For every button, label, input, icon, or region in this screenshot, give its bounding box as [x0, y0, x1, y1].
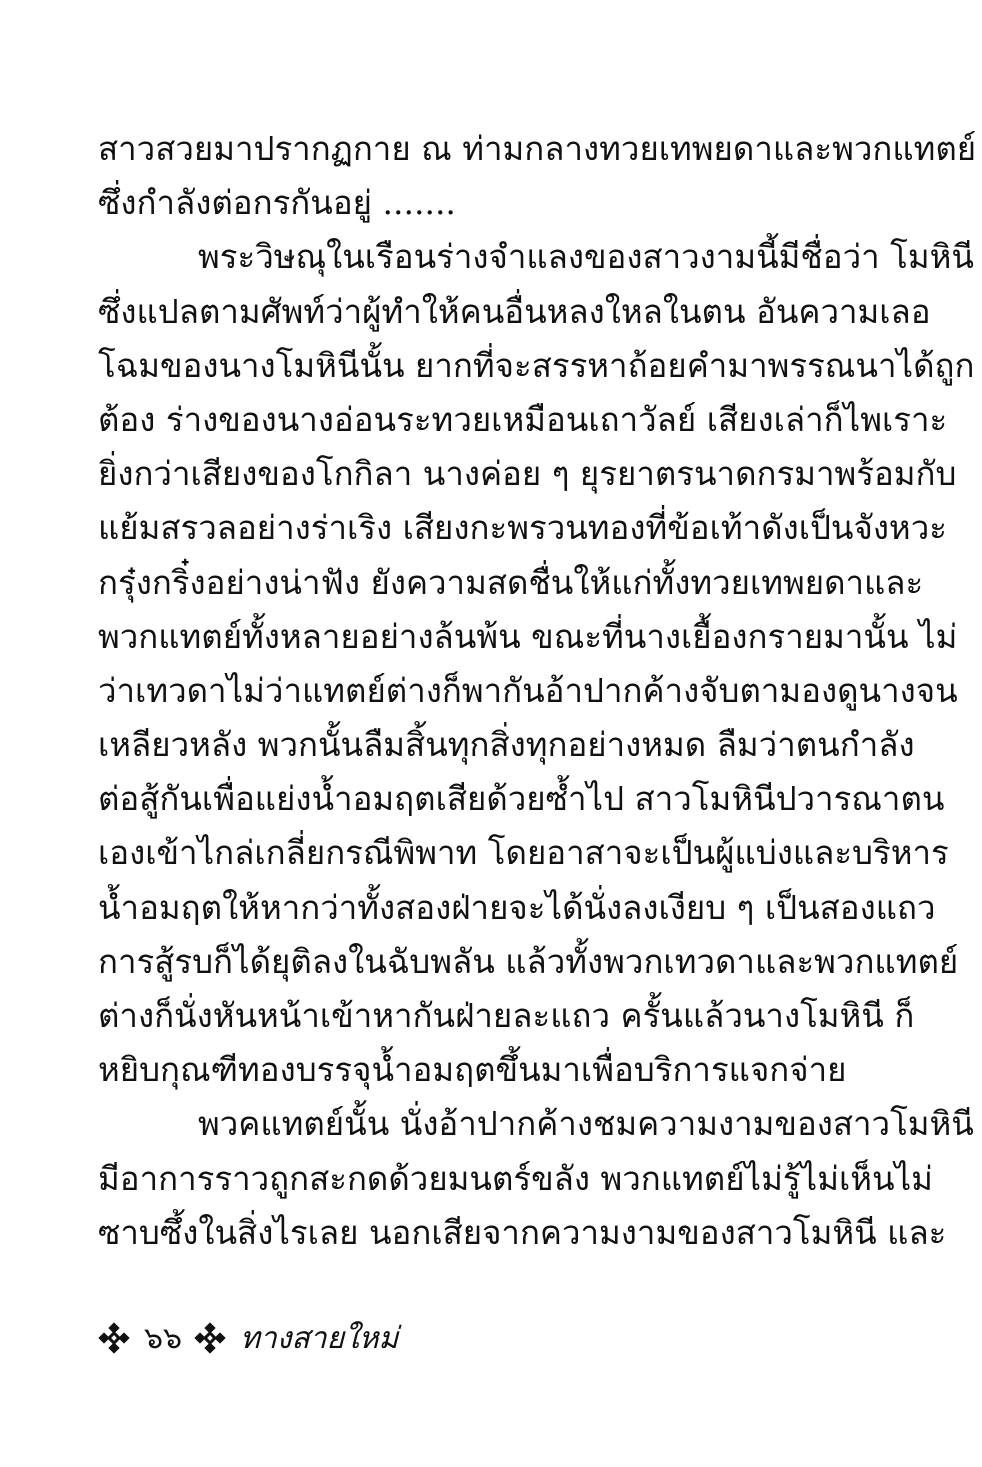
- body-line: มีอาการราวถูกสะกดด้วยมนตร์ขลัง พวกแทตย์ไม่รู้ไม่เห็นไม่: [98, 1158, 933, 1198]
- body-line: น้ำอมฤตให้หากว่าทั้งสองฝ่ายจะได้นั่งลงเงียบ ๆ เป็นสองแถว: [98, 887, 936, 927]
- body-line: กรุ๋งกริ๋งอย่างน่าฟัง ยังความสดชื่นให้แก่ทั้งทวยเทพยดาและ: [98, 562, 924, 602]
- diamond-flower-ornament-icon: [98, 1322, 130, 1354]
- body-line: พวกแทตย์ทั้งหลายอย่างล้นพ้น ขณะที่นางเยื้องกรายมานั้น ไม่: [98, 616, 958, 656]
- body-line: โฉมของนางโมหินีนั้น ยากที่จะสรรหาถ้อยคำมาพรรณนาได้ถูก: [98, 345, 975, 385]
- body-line: เองเข้าไกล่เกลี่ยกรณีพิพาท โดยอาสาจะเป็นผู้แบ่งและบริหาร: [98, 833, 949, 873]
- body-line: ต้อง ร่างของนางอ่อนระทวยเหมือนเถาวัลย์ เสียงเล่าก็ไพเราะ: [98, 399, 948, 439]
- book-title: ทางสายใหม่: [240, 1320, 399, 1356]
- body-line: ต่อสู้กันเพื่อแย่งน้ำอมฤตเสียด้วยซ้ำไป สาวโมหินีปวารณาตน: [98, 779, 945, 819]
- page-footer: [98, 1316, 398, 1360]
- body-line: หยิบกุณฑีทองบรรจุน้ำอมฤตขึ้นมาเพื่อบริการแจกจ่าย: [98, 1050, 847, 1090]
- body-line: การสู้รบก็ได้ยุติลงในฉับพลัน แล้วทั้งพวกเทวดาและพวกแทตย์: [98, 941, 959, 981]
- body-line: แย้มสรวลอย่างร่าเริง เสียงกะพรวนทองที่ข้อเท้าดังเป็นจังหวะ: [98, 508, 947, 548]
- body-line: ยิ่งกว่าเสียงของโกกิลา นางค่อย ๆ ยุรยาตรนาดกรมาพร้อมกับ: [98, 454, 957, 494]
- body-line: ซึ่งกำลังต่อกรกันอยู่ .......: [98, 183, 456, 223]
- page-number: ๖๖: [144, 1320, 183, 1356]
- page-body: [98, 122, 977, 1260]
- body-line: ต่างก็นั่งหันหน้าเข้าหากันฝ่ายละแถว ครั้นแล้วนางโมหินี ก็: [98, 996, 915, 1035]
- diamond-flower-ornament-icon: [194, 1322, 226, 1354]
- body-line: สาวสวยมาปรากฏกาย ณ ท่ามกลางทวยเทพยดาและพวกแทตย์: [98, 129, 977, 168]
- body-line: พระวิษณุในเรือนร่างจำแลงของสาวงามนี้มีชื่อว่า โมหินี: [198, 237, 974, 277]
- body-line: ว่าเทวดาไม่ว่าแทตย์ต่างก็พากันอ้าปากค้างจับตามองดูนางจน: [98, 670, 958, 710]
- body-line: ซึ่งแปลตามศัพท์ว่าผู้ทำให้คนอื่นหลงใหลในตน อันความเลอ: [98, 291, 931, 331]
- body-line: พวคแทตย์นั้น นั่งอ้าปากค้างชมความงามของสาวโมหินี: [198, 1104, 974, 1144]
- body-line: ซาบซึ้งในสิ่งไรเลย นอกเสียจากความงามของสาวโมหินี และ: [98, 1212, 947, 1252]
- body-line: เหลียวหลัง พวกนั้นลืมสิ้นทุกสิ่งทุกอย่างหมด ลืมว่าตนกำลัง: [98, 725, 915, 765]
